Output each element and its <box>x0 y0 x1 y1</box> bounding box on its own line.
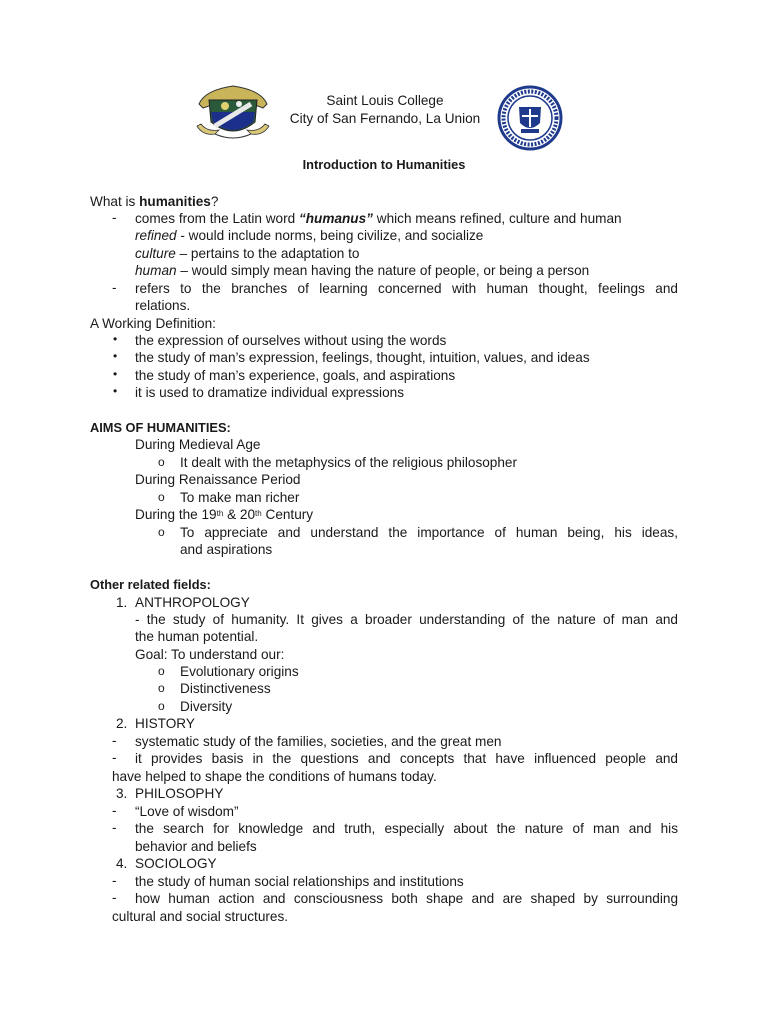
latin-origin-line <box>135 210 622 228</box>
sociology-item-2-line-1: how human action and consciousness both shape and are shaped by surrounding <box>135 891 678 906</box>
human-def: – would simply mean having the nature of people, or being a person <box>176 263 590 278</box>
circle-marker: o <box>158 681 165 695</box>
working-def-item: the study of man’s expression, feelings, thought, intuition, values, and ideas <box>135 350 590 365</box>
school-heading <box>275 92 495 127</box>
school-crest-logo <box>195 82 271 142</box>
human-term: human <box>135 263 177 278</box>
latin-text-a: comes from the Latin word <box>135 211 299 226</box>
refined-def: - would include norms, being civilize, and socialize <box>176 228 484 243</box>
circle-marker: o <box>158 664 165 678</box>
century-text-b: & 20 <box>223 507 256 522</box>
anthro-goal-item: Evolutionary origins <box>180 664 299 679</box>
what-is-suffix: ? <box>210 194 219 209</box>
refined-term: refined <box>135 228 177 243</box>
century-sup-2: th <box>255 509 262 518</box>
related-heading: Other related fields: <box>90 577 211 592</box>
history-item-1: systematic study of the families, societies, and the great men <box>135 734 502 749</box>
dash-marker: - <box>112 210 117 225</box>
history-name: HISTORY <box>135 716 195 731</box>
humanities-term: humanities <box>139 194 211 209</box>
working-def-item: the study of man’s experience, goals, and aspirations <box>135 368 456 383</box>
humanus-term: “humanus” <box>298 211 373 226</box>
what-is-prefix: What is <box>90 194 140 209</box>
dash-marker: - <box>112 733 117 748</box>
school-seal-logo <box>497 85 563 151</box>
bullet-marker: • <box>113 349 118 363</box>
century-item-line-2: and aspirations <box>180 542 273 557</box>
anthro-goal-item: Distinctiveness <box>180 681 271 696</box>
renaissance-item: To make man richer <box>180 490 300 505</box>
century-heading <box>135 506 313 524</box>
anthro-goal-item: Diversity <box>180 699 233 714</box>
human-line <box>135 262 589 280</box>
letterhead <box>195 82 575 152</box>
dash-marker: - <box>112 873 117 888</box>
circle-marker: o <box>158 525 165 539</box>
circle-marker: o <box>158 490 165 504</box>
sociology-name: SOCIOLOGY <box>135 856 217 871</box>
history-item-2-line-1: it provides basis in the questions and concepts that have influenced people and <box>135 751 678 766</box>
working-def-item: it is used to dramatize individual expressions <box>135 385 404 400</box>
document-title: Introduction to Humanities <box>302 157 466 172</box>
anthro-name: ANTHROPOLOGY <box>135 595 250 610</box>
history-item-2-line-2: have helped to shape the conditions of humans today. <box>112 769 437 784</box>
branches-line-2: relations. <box>135 298 191 313</box>
dash-marker: - <box>112 750 117 765</box>
dash-marker: - <box>112 890 117 905</box>
latin-text-b: which means refined, culture and human <box>372 211 622 226</box>
branches-line-1: refers to the branches of learning concerned with human thought, feelings and <box>135 281 678 296</box>
culture-def: – pertains to the adaptation to <box>175 246 360 261</box>
school-name: Saint Louis College <box>326 93 444 108</box>
anthro-desc-line-2: the human potential. <box>135 629 259 644</box>
dash-marker: - <box>112 820 117 835</box>
history-number: 2. <box>116 716 128 731</box>
philosophy-name: PHILOSOPHY <box>135 786 224 801</box>
what-is-line <box>90 193 218 211</box>
dash-marker: - <box>112 280 117 295</box>
century-text-c: Century <box>261 507 314 522</box>
refined-line <box>135 227 483 245</box>
philosophy-number: 3. <box>116 786 128 801</box>
dash-marker: - <box>112 803 117 818</box>
bullet-marker: • <box>113 384 118 398</box>
aims-heading: AIMS OF HUMANITIES: <box>90 420 231 435</box>
philosophy-item-2-line-1: the search for knowledge and truth, especially about the nature of man and his <box>135 821 678 836</box>
circle-marker: o <box>158 455 165 469</box>
anthro-desc-line-1: - the study of humanity. It gives a broader understanding of the nature of man and <box>135 612 678 627</box>
renaissance-heading: During Renaissance Period <box>135 472 301 487</box>
philosophy-item-2-line-2: behavior and beliefs <box>135 839 257 854</box>
sociology-item-1: the study of human social relationships and institutions <box>135 874 464 889</box>
anthro-number: 1. <box>116 595 128 610</box>
sociology-number: 4. <box>116 856 128 871</box>
medieval-heading: During Medieval Age <box>135 437 261 452</box>
bullet-marker: • <box>113 332 118 346</box>
school-location: City of San Fernando, La Union <box>289 110 481 126</box>
working-def-item: the expression of ourselves without using the words <box>135 333 447 348</box>
century-item-line-1: To appreciate and understand the importance of human being, his ideas, <box>180 525 678 540</box>
circle-marker: o <box>158 699 165 713</box>
culture-term: culture <box>135 246 176 261</box>
working-def-heading: A Working Definition: <box>90 316 216 331</box>
sociology-item-2-line-2: cultural and social structures. <box>112 909 289 924</box>
medieval-item: It dealt with the metaphysics of the religious philosopher <box>180 455 518 470</box>
anthro-goal: Goal: To understand our: <box>135 647 285 662</box>
philosophy-item-1: “Love of wisdom” <box>135 804 239 819</box>
century-sup-1: th <box>216 509 224 518</box>
culture-line <box>135 245 359 263</box>
bullet-marker: • <box>113 367 118 381</box>
century-text-a: During the 19 <box>135 507 217 522</box>
